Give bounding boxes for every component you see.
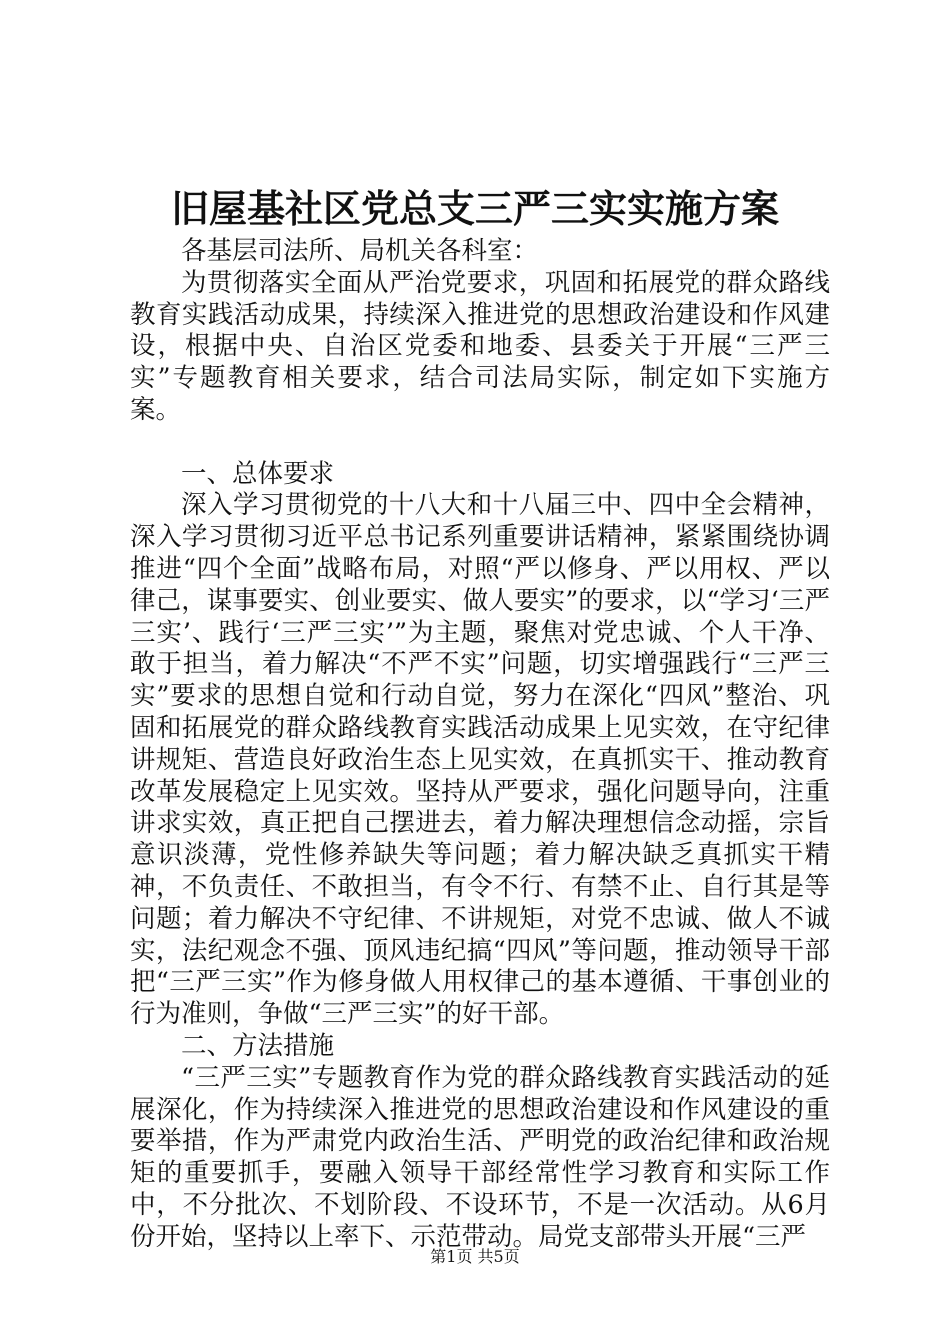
section-body-2: “三严三实”专题教育作为党的群众路线教育实践活动的延展深化，作为持续深入推进党的思想政治建设和作风建设的重要举措，作为严肃党内政治生活、严明党的政治纪律和政治规矩的重要抓手，要融入领导干部经常性学习教育和实际工作中，不分批次、不划阶段、不设环节，不是一次活动。从6月份开始，坚持以上率下、示范带动。局党支部带头开展“三严: [130, 1062, 830, 1252]
section-heading-1: 一、总体要求: [181, 458, 335, 489]
page-footer: 第1页 共5页: [430, 1247, 520, 1266]
salutation: 各基层司法所、局机关各科室：: [181, 236, 539, 266]
document-body: [130, 236, 830, 1254]
paragraph-gap: [130, 427, 830, 459]
document-title: 旧屋基社区党总支三严三实实施方案: [170, 186, 779, 231]
section-body-1: 深入学习贯彻党的十八大和十八届三中、四中全会精神，深入学习贯彻习近平总书记系列重要讲话精神，紧紧围绕协调推进“四个全面”战略布局，对照“严以修身、严以用权、严以律己，谋事要实、创业要实、做人要实”的要求，以“学习‘三严三实’、践行‘三严三实’”为主题，聚焦对党忠诚、个人干净、敢于担当，着力解决“不严不实”问题，切实增强践行“三严三实”要求的思想自觉和行动自觉，努力在深化“四风”整治、巩固和拓展党的群众路线教育实践活动成果上见实效，在守纪律讲规矩、营造良好政治生态上见实效，在真抓实干、推动教育改革发展稳定上见实效。坚持从严要求，强化问题导向，注重讲求实效，真正把自己摆进去，着力解决理想信念动摇，宗旨意识淡薄，党性修养缺失等问题；着力解决缺乏真抓实干精神，不负责任、不敢担当，有令不行、有禁不止、自行其是等问题；着力解决不守纪律、不讲规矩，对党不忠诚、做人不诚实，法纪观念不强、顶风违纪搞“四风”等问题，推动领导干部把“三严三实”作为修身做人用权律己的基本遵循、干事创业的行为准则，争做“三严三实”的好干部。: [130, 490, 830, 1030]
section-heading-2: 二、方法措施: [181, 1030, 335, 1061]
intro-paragraph: 为贯彻落实全面从严治党要求，巩固和拓展党的群众路线教育实践活动成果，持续深入推进党的思想政治建设和作风建设，根据中央、自治区党委和地委、县委关于开展“三严三实”专题教育相关要求，结合司法局实际，制定如下实施方案。: [130, 267, 830, 425]
